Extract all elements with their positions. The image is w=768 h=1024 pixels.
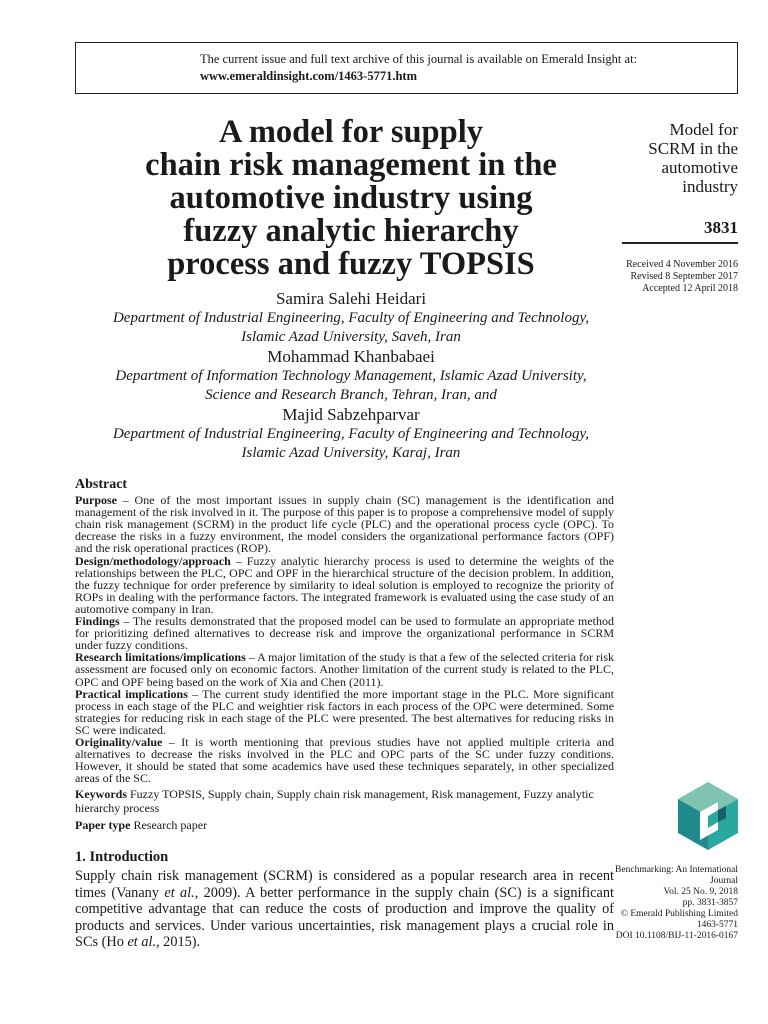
abstract-practical (75, 688, 614, 736)
affiliation-line: Science and Research Branch, Tehran, Iran, and (205, 386, 497, 403)
section-label: Design/methodology/approach (75, 553, 231, 568)
publisher: © Emerald Publishing Limited (620, 909, 738, 919)
accepted-date: Accepted 12 April 2018 (642, 283, 738, 294)
keywords-label: Keywords (75, 787, 127, 802)
title-line: automotive industry using (169, 180, 533, 216)
affiliation-line: Department of Information Technology Management, Islamic Azad University, (115, 368, 587, 384)
section-text: – The current study identified the more important stage in the PLC. More significant process in each stage of the PLC and weightier risk factors in each process of the OPC were determined. Some strategies for reducing risk in each stage of the PLC were presented. The best alternatives for reducing risks in SC were indicated. (75, 686, 614, 737)
journal-name: Journal (710, 876, 738, 886)
abstract-originality (75, 736, 614, 784)
abstract-findings (75, 615, 614, 651)
introduction-heading: 1. Introduction (75, 849, 169, 865)
section-text: – The results demonstrated that the proposed model can be used to formulate an appropriate method for prioritizing defined alternatives to decrease risk and improve the organizational performance in SCRM under fuzzy conditions. (75, 614, 614, 653)
archive-notice-text: The current issue and full text archive of this journal is available on Emerald Insight at: (200, 52, 638, 66)
running-title-line: automotive (661, 158, 738, 177)
revised-date: Revised 8 September 2017 (630, 271, 738, 282)
affiliation-line: Islamic Azad University, Karaj, Iran (241, 444, 461, 461)
journal-name: Benchmarking: An International (615, 865, 738, 875)
affiliation-line: Department of Industrial Engineering, Faculty of Engineering and Technology, (112, 310, 590, 326)
section-label: Findings (75, 614, 120, 629)
journal-issn: 1463-5771 (696, 920, 738, 930)
citation-etal: et al. (164, 884, 195, 901)
paper-type-label: Paper type (75, 818, 131, 833)
section-label: Practical implications (75, 686, 188, 701)
article-doi: DOI 10.1108/BIJ-11-2016-0167 (615, 931, 738, 941)
running-title-line: SCRM in the (648, 139, 738, 158)
section-text: – Fuzzy analytic hierarchy process is used to determine the weights of the relationships between the PLC, OPC and OPF in the hierarchical structure of the decision problem. In addition, the fuzzy technique for order preference by similarity to ideal solution is employed to recognize the priority of ROPs in dealing with the performance factors. The integrated framework is evaluated using the case study of an automotive company in Iran. (75, 553, 614, 616)
affiliation-line: Islamic Azad University, Saveh, Iran (241, 328, 461, 345)
author-affiliation (72, 309, 630, 346)
title-line: chain risk management in the (145, 147, 557, 183)
paper-type (75, 818, 614, 832)
abstract-limitations (75, 651, 614, 687)
title-line: fuzzy analytic hierarchy (183, 213, 519, 249)
abstract-heading: Abstract (75, 477, 128, 492)
title-line: process and fuzzy TOPSIS (167, 246, 535, 282)
submission-dates (600, 259, 738, 295)
archive-notice-box (75, 42, 738, 94)
abstract (75, 479, 614, 832)
section-text: – It is worth mentioning that previous studies have not applied multiple criteria and alternatives to decrease the risks involved in the PLC and OPC parts of the SC under fuzzy conditions. However, it should be stated that some academics have used these techniques separately, in other specialized areas of the SC. (75, 734, 614, 786)
section-label: Purpose (75, 493, 117, 508)
author-affiliation (72, 425, 630, 462)
citation-etal: et al. (127, 934, 157, 950)
running-title-line: industry (682, 177, 738, 196)
section-label: Research limitations/implications (75, 650, 246, 665)
intro-text-run: , 2009). A better performance in the supply chain (SC) is a significant competitive advantage that can reduce the costs of production and improve the quality of products and services. Under various uncertainties, risk management plays a crucial role in SCs (Ho (75, 884, 614, 950)
paper-type-text: Research paper (130, 818, 208, 833)
author-name: Majid Sabzehparvar (282, 405, 420, 424)
affiliation-line: Department of Industrial Engineering, Faculty of Engineering and Technology, (112, 426, 590, 442)
keywords-text: Fuzzy TOPSIS, Supply chain, Supply chain risk management, Risk management, Fuzzy analytic hierarchy process (75, 787, 594, 816)
section-text: – One of the most important issues in supply chain (SC) management is the identification and management of the risk involved in it. The purpose of this paper is to propose a comprehensive model of supply chain risk management (SCRM) in the product life cycle (PLC) and the operational process cycle (OPC). To decrease the risks in a fuzzy environment, the model considers the organizational performance factors (OPF) and the risk operational practices (ROP). (75, 493, 614, 556)
journal-citation-info (600, 865, 738, 942)
intro-text-run: Supply chain risk management (SCRM) is considered as a popular research area in recent times (Vanany (75, 868, 614, 901)
introduction-paragraph (75, 868, 614, 951)
section-text: – A major limitation of the study is that a few of the selected criteria for risk assessment are focused only on economic factors. Another limitation of the current study is related to the PLC, OPC and OPF being based on the work of Xia and Chen (2011). (75, 650, 615, 689)
author-name: Mohammad Khanbabaei (267, 347, 435, 366)
intro-text-run: , 2015). (156, 934, 201, 950)
running-title-line: Model for (669, 120, 738, 139)
running-title (622, 120, 738, 196)
title-line: A model for supply (219, 114, 483, 150)
archive-url-link[interactable]: www.emeraldinsight.com/1463-5771.htm (200, 69, 417, 83)
abstract-design (75, 555, 614, 615)
author-affiliation (72, 367, 630, 404)
page-number: 3831 (704, 218, 738, 237)
paper-title (72, 116, 630, 281)
abstract-purpose (75, 494, 614, 554)
author-block (72, 288, 630, 462)
section-label: Originality/value (75, 734, 163, 749)
journal-volume: Vol. 25 No. 9, 2018 (663, 887, 738, 897)
journal-pages: pp. 3831-3857 (682, 898, 738, 908)
page-number-rule (622, 242, 738, 244)
keywords (75, 787, 614, 815)
author-name: Samira Salehi Heidari (275, 289, 427, 308)
introduction-section (75, 849, 614, 951)
received-date: Received 4 November 2016 (626, 259, 738, 270)
publisher-logo-icon (678, 782, 738, 850)
